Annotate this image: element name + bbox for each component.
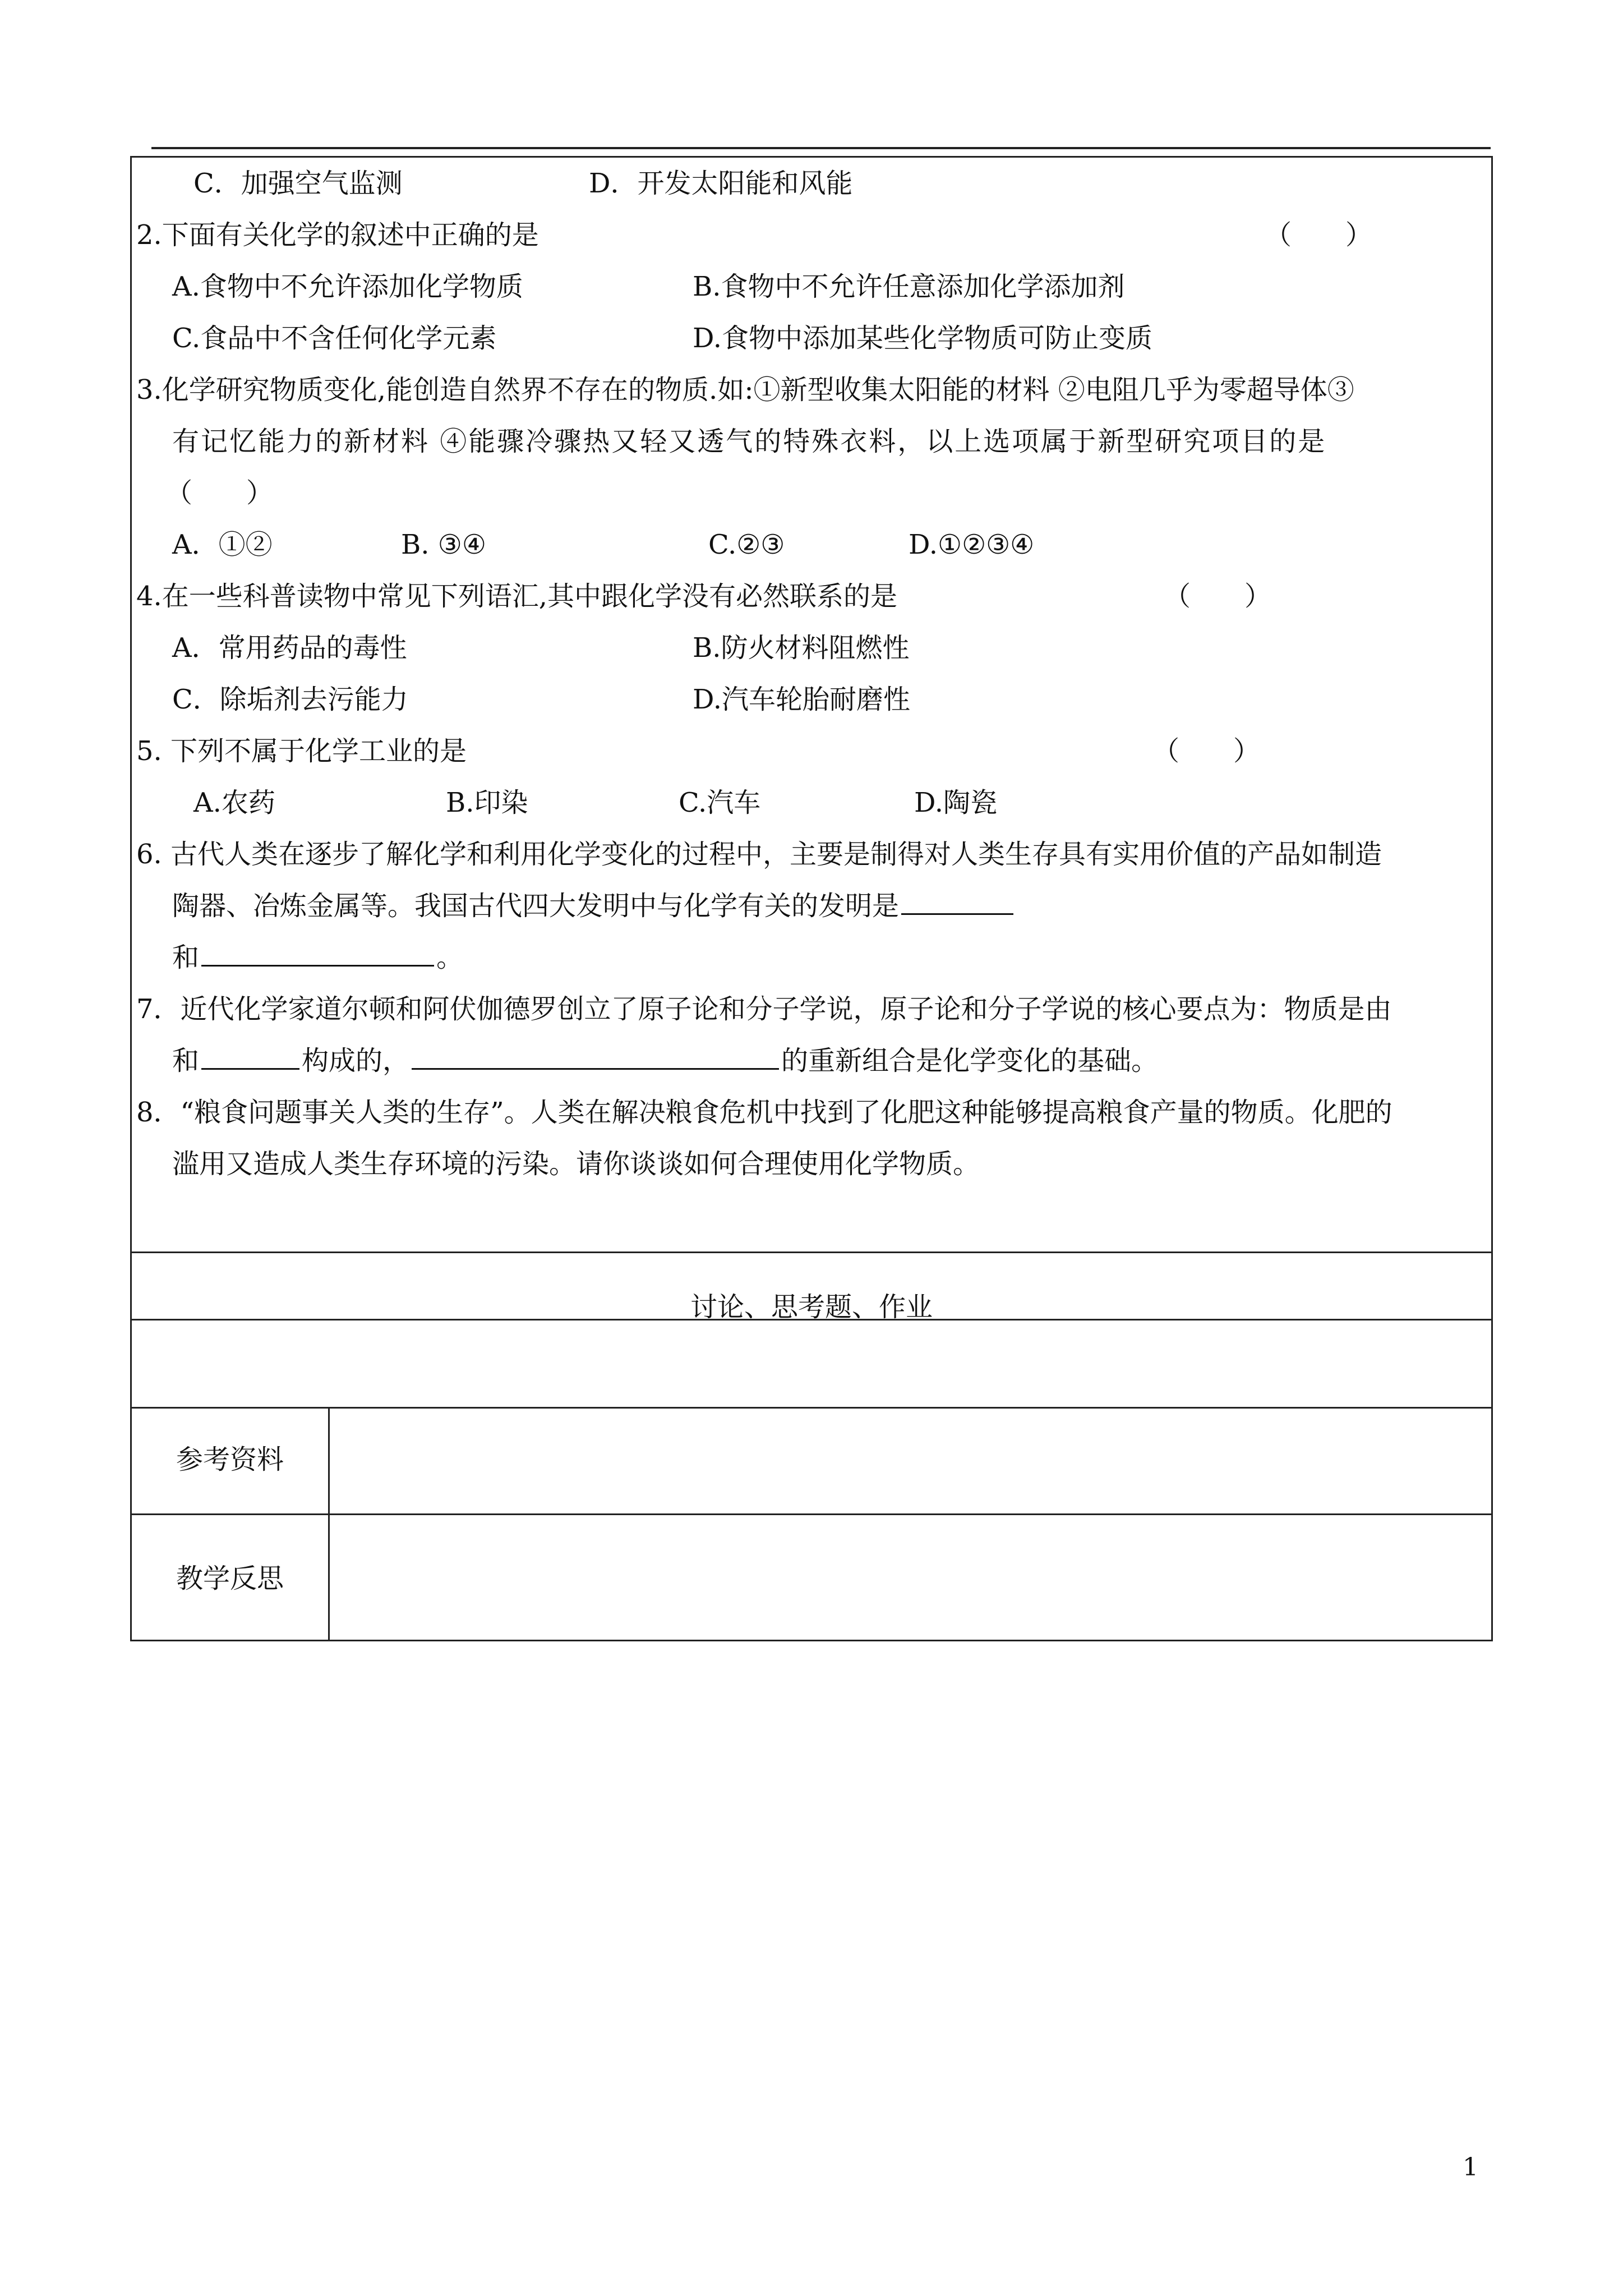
q4-option-d: D.汽车轮胎耐磨性 [693,684,911,715]
q6-line3 [172,932,463,983]
row-divider-1 [132,1251,1491,1253]
q5-stem: 5. 下列不属于化学工业的是 [136,735,467,767]
page-number: 1 [1463,2153,1478,2182]
q2-stem: 2.下面有关化学的叙述中正确的是 [136,219,539,251]
row-divider-4 [132,1513,1491,1515]
q5-option-a: A.农药 [193,787,275,818]
q2-option-c: C.食品中不含任何化学元素 [172,323,497,354]
q4-option-a: A．常用药品的毒性 [172,632,407,664]
q5-option-d: D.陶瓷 [914,787,998,818]
q3-stem-line1: 3.化学研究物质变化,能创造自然界不存在的物质.如:①新型收集太阳能的材料 ②电阻几乎为零超导体③ [136,374,1354,406]
q7-line2-middle: 构成的， [302,1045,410,1076]
q8-stem-line2: 滥用又造成人类生存环境的污染。请你谈谈如何合理使用化学物质。 [172,1148,980,1180]
q6-answer-blank-1[interactable] [901,886,1013,915]
q3-option-a: A．①② [172,529,273,560]
q7-stem-line1: 7．近代化学家道尔顿和阿伏伽德罗创立了原子论和分子学说，原子论和分子学说的核心要点为：物质是由 [136,993,1392,1025]
q6-line3-prefix: 和 [172,942,200,973]
reflection-label: 教学反思 [176,1563,284,1594]
q4-answer-paren: （ ） [1164,581,1272,612]
q6-stem-line2 [172,880,1016,932]
lesson-plan-table [130,156,1493,1641]
q3-stem-line2: 有记忆能力的新材料 ④能骤冷骤热又轻又透气的特殊衣料，以上选项属于新型研究项目的是 [172,426,1327,457]
q2-option-b: B.食物中不允许任意添加化学添加剂 [693,271,1125,302]
q4-option-b: B.防火材料阻燃性 [693,632,910,664]
q6-stem-line1: 6. 古代人类在逐步了解化学和利用化学变化的过程中，主要是制得对人类生存具有实用价值的产品如制造 [136,839,1382,870]
q5-option-b: B.印染 [446,787,528,818]
q8-stem-line1: 8．“粮食问题事关人类的生存”。人类在解决粮食危机中找到了化肥这种能够提高粮食产量的物质。化肥的 [136,1097,1393,1128]
q2-answer-paren: （ ） [1265,219,1373,251]
label-column-divider [328,1407,330,1641]
q5-answer-paren: （ ） [1152,735,1261,767]
q6-stem-line2-text: 陶器、冶炼金属等。我国古代四大发明中与化学有关的发明是 [172,890,900,922]
q6-answer-blank-2[interactable] [201,938,434,967]
q3-option-b: B. ③④ [401,529,486,560]
row-divider-3 [132,1407,1491,1409]
q7-answer-blank-1[interactable] [201,1041,299,1070]
q5-option-c: C.汽车 [679,787,761,818]
q3-answer-paren: （ ） [165,477,274,509]
q2-option-d: D.食物中添加某些化学物质可防止变质 [693,323,1153,354]
references-label: 参考资料 [176,1444,284,1475]
header-rule [151,147,1491,149]
q1-option-d: D．开发太阳能和风能 [589,168,853,199]
q7-line2-suffix: 的重新组合是化学变化的基础。 [781,1045,1159,1076]
q3-option-d: D.①②③④ [909,529,1035,560]
q2-option-a: A.食物中不允许添加化学物质 [172,271,523,302]
discussion-title: 讨论、思考题、作业 [690,1291,933,1323]
q7-line2-prefix: 和 [172,1045,200,1076]
q4-option-c: C．除垢剂去污能力 [172,684,408,715]
q3-option-c: C.②③ [708,529,785,560]
q7-answer-blank-2[interactable] [412,1041,779,1070]
row-divider-2 [132,1319,1491,1320]
q7-line2 [172,1035,1158,1087]
q4-stem: 4.在一些科普读物中常见下列语汇,其中跟化学没有必然联系的是 [136,581,898,612]
exercise-section [132,158,1491,1251]
q1-option-c: C．加强空气监测 [193,168,403,199]
q6-line3-suffix: 。 [436,942,464,973]
